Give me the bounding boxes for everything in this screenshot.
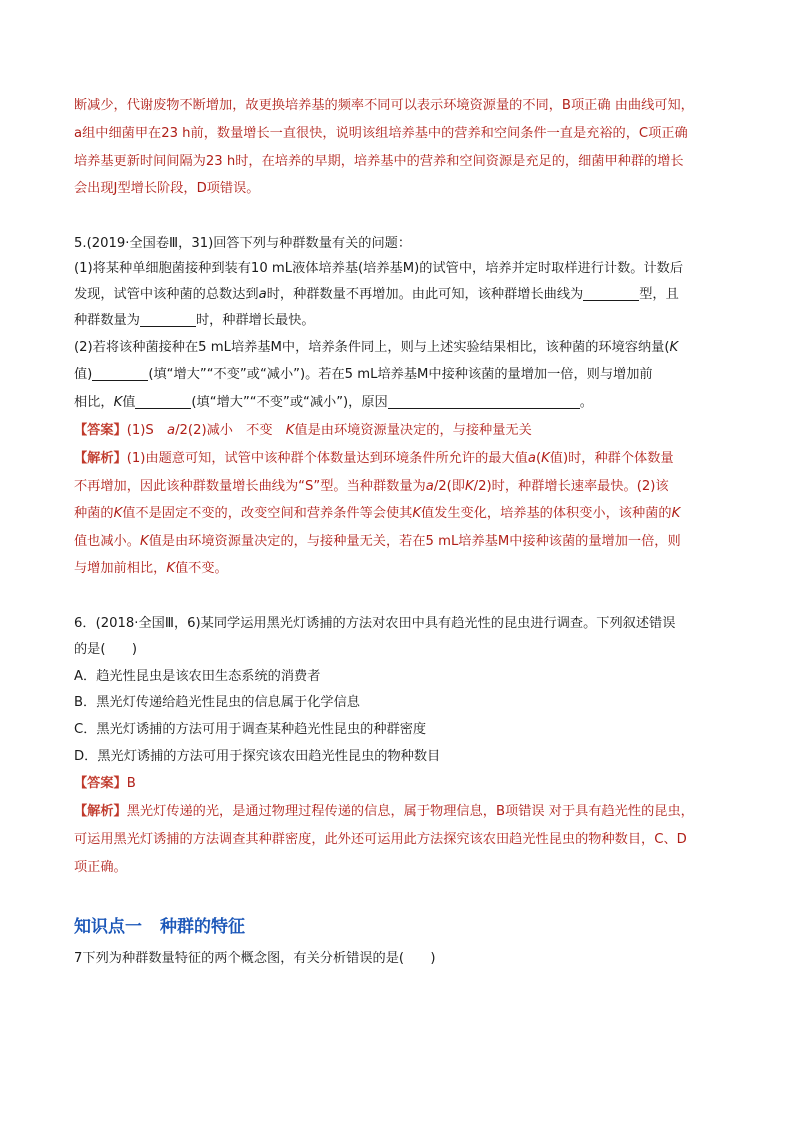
- q5-part1-line1: (1)将某种单细胞菌接种到装有10 mL液体培养基(培养基M)的试管中，培养并定时取样进行计数。计数后: [74, 261, 684, 276]
- q6-analysis-line3: 项正确。: [74, 860, 127, 875]
- q5-analysis-line3: 种菌的K值不是固定不变的，改变空间和营养条件等会使其K值发生变化，培养基的体积变小，该种菌的K: [74, 506, 681, 521]
- q5-part2-line2: 值) (填“增大”“不变”或“减小”)。若在5 mL培养基M中接种该菌的量增加一倍，则与增加前: [74, 367, 653, 382]
- q6-option-a[interactable]: A．趋光性昆虫是该农田生态系统的消费者: [74, 669, 321, 684]
- q6-stem-line2: 的是( ): [74, 642, 138, 657]
- q5-part2-line1: (2)若将该种菌接种在5 mL培养基M中，培养条件同上，则与上述实验结果相比，该种菌的环境容纳量(K: [74, 340, 679, 355]
- q6-analysis-line2: 可运用黑光灯诱捕的方法调查其种群密度，此外还可运用此方法探究该农田趋光性昆虫的物种数目，C、D: [74, 832, 687, 847]
- explanation-line-4: 会出现J型增长阶段，D项错误。: [74, 181, 260, 196]
- q5-blank-population[interactable]: [140, 312, 196, 327]
- q5-blank-reason[interactable]: [388, 394, 580, 409]
- q6-answer: 【答案】B: [74, 776, 136, 791]
- q5-blank-k-change-1[interactable]: [92, 366, 148, 381]
- explanation-line-3: 培养基更新时间间隔为23 h时，在培养的早期，培养基中的营养和空间资源是充足的，细菌甲种群的增长: [74, 154, 684, 169]
- q6-option-b[interactable]: B．黑光灯传递给趋光性昆虫的信息属于化学信息: [74, 695, 360, 710]
- q6-analysis-line1: 【解析】黑光灯传递的光，是通过物理过程传递的信息，属于物理信息，B项错误 对于具有趋光性的昆虫，: [74, 804, 694, 819]
- explanation-line-2: a组中细菌甲在23 h前，数量增长一直很快，说明该组培养基中的营养和空间条件一直是充裕的，C项正确: [74, 126, 688, 141]
- q5-blank-k-change-2[interactable]: [135, 394, 191, 409]
- q5-analysis-line4: 值也减小。K值是由环境资源量决定的，与接种量无关，若在5 mL培养基M中接种该菌的量增加一倍，则: [74, 534, 681, 549]
- q5-analysis-line2: 不再增加，因此该种群数量增长曲线为“S”型。当种群数量为a/2(即K/2)时，种群增长速率最快。(2)该: [74, 479, 669, 494]
- q5-answer: 【答案】(1)S a/2(2)减小 不变 K值是由环境资源量决定的，与接种量无关: [74, 423, 532, 438]
- q6-option-c[interactable]: C．黑光灯诱捕的方法可用于调查某种趋光性昆虫的种群密度: [74, 722, 427, 737]
- q5-part1-line2: 发现，试管中该种菌的总数达到a时，种群数量不再增加。由此可知，该种群增长曲线为 型，且: [74, 287, 679, 302]
- q5-analysis-line1: 【解析】(1)由题意可知，试管中该种群个体数量达到环境条件所允许的最大值a(K值)时，种群个体数量: [74, 451, 674, 466]
- q5-analysis-line5: 与增加前相比，K值不变。: [74, 561, 228, 576]
- section-heading: 知识点一 种群的特征: [74, 917, 245, 937]
- q5-part2-line3: 相比，K值 (填“增大”“不变”或“减小”)，原因 。: [74, 395, 593, 410]
- explanation-line-1: 断减少，代谢废物不断增加，故更换培养基的频率不同可以表示环境资源量的不同，B项正确 由曲线可知，: [74, 98, 694, 113]
- q5-stem: 5.(2019·全国卷Ⅲ，31)回答下列与种群数量有关的问题：: [74, 236, 412, 251]
- q6-stem-line1: 6．(2018·全国Ⅲ，6)某同学运用黑光灯诱捕的方法对农田中具有趋光性的昆虫进行调查。下列叙述错误: [74, 616, 676, 631]
- q6-option-d[interactable]: D．黑光灯诱捕的方法可用于探究该农田趋光性昆虫的物种数目: [74, 749, 441, 764]
- q7-stem: 7下列为种群数量特征的两个概念图，有关分析错误的是( ): [74, 951, 436, 966]
- q5-blank-curve-type[interactable]: [583, 286, 639, 301]
- q5-part1-line3: 种群数量为 时，种群增长最快。: [74, 313, 315, 328]
